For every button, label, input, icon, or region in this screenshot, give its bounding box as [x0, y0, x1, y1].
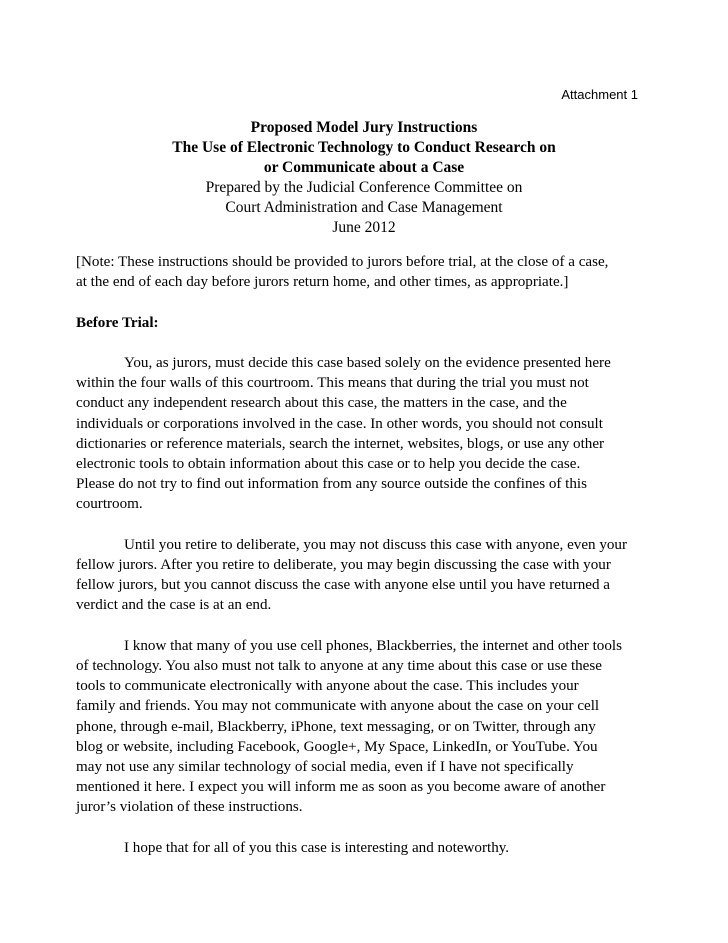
heading-date: June 2012: [332, 219, 396, 236]
paragraph-line: electronic tools to obtain information about this case or to help you decide the case.: [76, 456, 581, 472]
paragraph-line: courtroom.: [76, 496, 143, 513]
section-label: Before Trial:: [76, 314, 159, 331]
paragraph-1: [76, 353, 641, 515]
paragraph-line: I know that many of you use cell phones, Blackberries, the internet and other tools: [124, 637, 622, 654]
document-heading: [0, 118, 728, 238]
paragraph-line: You, as jurors, must decide this case based solely on the evidence presented here: [124, 354, 611, 371]
paragraph-line: Please do not try to find out information from any source outside the confines of this: [76, 476, 587, 493]
paragraph-line: I hope that for all of you this case is interesting and noteworthy.: [124, 839, 510, 856]
paragraph-line: phone, through e-mail, Blackberry, iPhone, text messaging, or on Twitter, through any: [76, 718, 596, 735]
paragraph-line: family and friends. You may not communicate with anyone about the case on your cell: [76, 698, 600, 715]
attachment-label: Attachment 1: [561, 87, 638, 102]
note-paragraph: [76, 252, 641, 292]
paragraph-line: tools to communicate electronically with anyone about the case. This includes your: [76, 678, 579, 695]
heading-subtitle-line-1: The Use of Electronic Technology to Conduct Research on: [172, 139, 556, 156]
heading-prepared-by-line-2: Court Administration and Case Management: [225, 199, 503, 216]
paragraph-line: juror’s violation of these instructions.: [76, 799, 303, 816]
note-line: at the end of each day before jurors return home, and other times, as appropriate.]: [76, 274, 569, 291]
paragraph-line: dictionaries or reference materials, search the internet, websites, blogs, or use any other: [76, 435, 605, 452]
heading-subtitle-line-2: or Communicate about a Case: [263, 159, 465, 176]
paragraph-line: conduct any independent research about this case, the matters in the case, and the: [76, 395, 567, 412]
paragraph-line: fellow jurors, but you cannot discuss the case with anyone else until you have returned a: [76, 577, 611, 594]
paragraph-line: mentioned it here. I expect you will inform me as soon as you become aware of another: [76, 779, 606, 796]
note-line: [Note: These instructions should be provided to jurors before trial, at the close of a case,: [76, 254, 609, 270]
paragraph-3: [76, 636, 641, 818]
paragraph-line: verdict and the case is at an end.: [76, 597, 272, 614]
heading-title: Proposed Model Jury Instructions: [250, 119, 478, 136]
paragraph-2: [76, 535, 641, 616]
heading-prepared-by-line-1: Prepared by the Judicial Conference Committee on: [205, 179, 523, 196]
paragraph-line: within the four walls of this courtroom. This means that during the trial you must not: [76, 375, 589, 392]
paragraph-line: fellow jurors. After you retire to deliberate, you may begin discussing the case with your: [76, 557, 611, 573]
paragraph-line: may not use any similar technology of social media, even if I have not specifically: [76, 759, 574, 776]
paragraph-line: Until you retire to deliberate, you may not discuss this case with anyone, even your: [124, 536, 628, 553]
paragraph-4: [76, 838, 641, 858]
document-body: [76, 252, 641, 878]
paragraph-line: of technology. You also must not talk to anyone at any time about this case or use these: [76, 658, 602, 674]
paragraph-line: individuals or corporations involved in the case. In other words, you should not consult: [76, 415, 603, 432]
paragraph-line: blog or website, including Facebook, Google+, My Space, LinkedIn, or YouTube. You: [76, 738, 598, 755]
